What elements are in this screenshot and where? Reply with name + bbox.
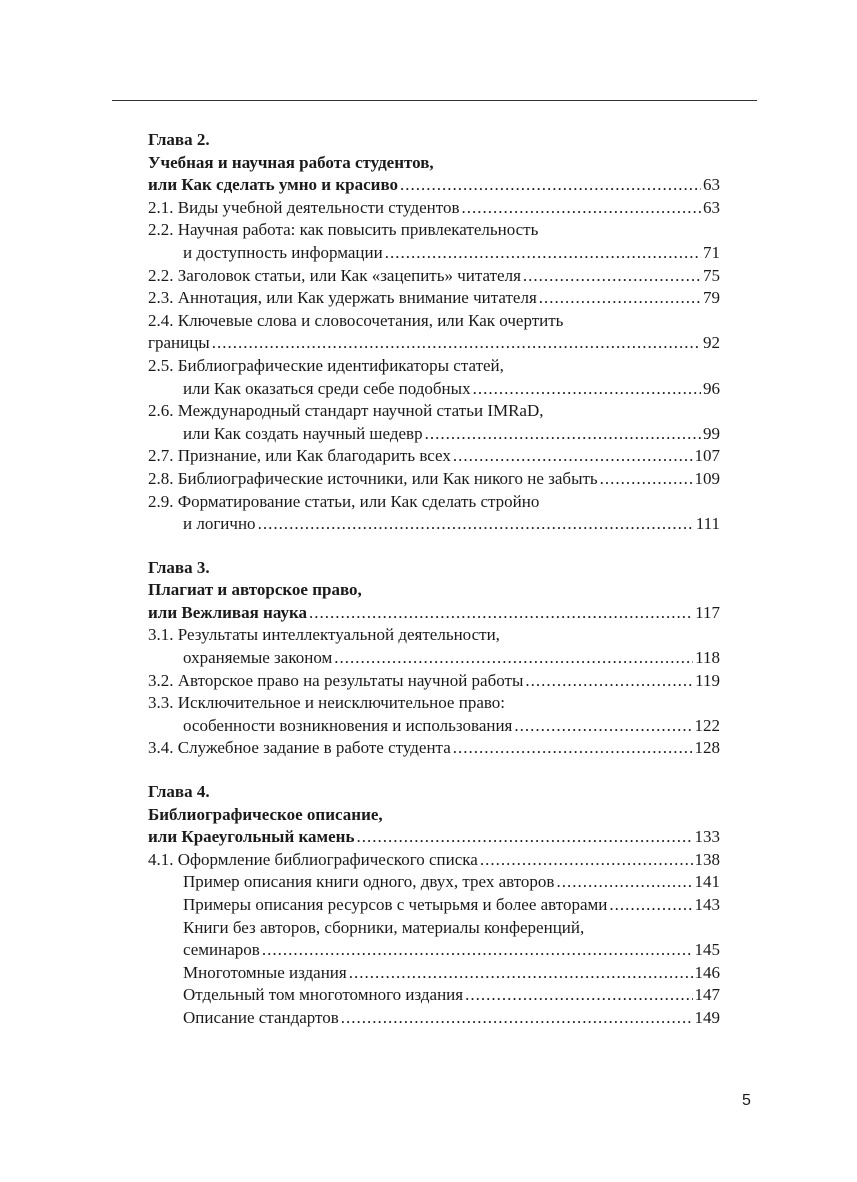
chapter-2 <box>148 129 720 536</box>
entry-text: или Краеугольный камень <box>148 827 355 847</box>
toc-entry <box>148 647 720 670</box>
entry-text: границы <box>148 333 210 353</box>
dot-leader <box>480 849 693 872</box>
entry-text: и доступность информации <box>183 242 383 262</box>
toc-entry <box>148 287 720 310</box>
dot-leader <box>425 423 701 446</box>
entry-text: и логично <box>183 514 256 534</box>
entry-page: 109 <box>694 468 720 488</box>
entry-text: 2.8. Библиографические источники, или Как никого не забыть <box>148 468 598 488</box>
toc-entry <box>148 737 720 760</box>
dot-leader <box>262 939 693 962</box>
header-rule <box>112 100 757 101</box>
entry-page: 75 <box>703 265 720 285</box>
entry-page: 141 <box>694 872 720 892</box>
toc-entry <box>148 715 720 738</box>
entry-page: 96 <box>703 378 720 398</box>
entry-page: 111 <box>695 514 720 534</box>
dot-leader <box>465 984 692 1007</box>
entry-text: Отдельный том многотомного издания <box>183 985 464 1005</box>
entry-page: 92 <box>703 333 720 353</box>
toc-entry <box>148 984 720 1007</box>
entry-text: Книги без авторов, сборники, материалы конференций, <box>183 917 585 937</box>
entry-page: 138 <box>694 849 720 869</box>
entry-page: 117 <box>695 602 720 622</box>
dot-leader <box>461 197 701 220</box>
entry-page: 118 <box>695 648 720 668</box>
entry-text: особенности возникновения и использования <box>183 715 513 735</box>
chapter-title: Библиографическое описание, <box>148 804 383 824</box>
toc-entry <box>148 1007 720 1030</box>
entry-text: 2.3. Аннотация, или Как удержать внимание читателя <box>148 288 537 308</box>
dot-leader <box>556 871 692 894</box>
entry-text: 2.6. Международный стандарт научной статьи IMRaD, <box>148 401 544 421</box>
entry-text: семинаров <box>183 940 260 960</box>
dot-leader <box>473 378 701 401</box>
chapter-title: Плагиат и авторское право, <box>148 580 362 600</box>
toc-entry <box>148 265 720 288</box>
dot-leader <box>341 1007 693 1030</box>
toc-entry <box>148 378 720 401</box>
chapter-heading: Глава 4. <box>148 782 210 802</box>
entry-page: 119 <box>695 670 720 690</box>
entry-page: 79 <box>703 288 720 308</box>
entry-text: 2.1. Виды учебной деятельности студентов <box>148 197 460 217</box>
entry-page: 128 <box>694 738 720 758</box>
entry-page: 99 <box>703 423 720 443</box>
entry-page: 107 <box>694 446 720 466</box>
toc-entry <box>148 197 720 220</box>
entry-text: 3.3. Исключительное и неисключительное право: <box>148 693 505 713</box>
entry-text: или Как создать научный шедевр <box>183 423 423 443</box>
entry-text: 2.2. Заголовок статьи, или Как «зацепить» читателя <box>148 265 521 285</box>
dot-leader <box>514 715 692 738</box>
chapter-heading: Глава 3. <box>148 557 210 577</box>
entry-text: 3.4. Служебное задание в работе студента <box>148 738 451 758</box>
dot-leader <box>385 242 701 265</box>
entry-page: 122 <box>694 715 720 735</box>
chapter-title: Учебная и научная работа студентов, <box>148 152 434 172</box>
toc-entry <box>148 445 720 468</box>
toc-entry <box>148 332 720 355</box>
toc-entry <box>148 894 720 917</box>
dot-leader <box>600 468 693 491</box>
toc-entry <box>148 468 720 491</box>
dot-leader <box>212 332 701 355</box>
page-number: 5 <box>742 1092 751 1109</box>
toc-entry <box>148 174 720 197</box>
toc-entry <box>148 871 720 894</box>
entry-page: 133 <box>694 827 720 847</box>
entry-page: 146 <box>694 962 720 982</box>
toc-entry <box>148 423 720 446</box>
entry-text: 4.1. Оформление библиографического списка <box>148 849 478 869</box>
dot-leader <box>349 962 693 985</box>
entry-text: 3.1. Результаты интеллектуальной деятельности, <box>148 625 500 645</box>
entry-page: 143 <box>694 895 720 914</box>
entry-text: 2.2. Научная работа: как повысить привлекательность <box>148 220 539 240</box>
dot-leader <box>453 737 693 760</box>
dot-leader <box>309 602 693 625</box>
entry-text: Описание стандартов <box>183 1007 339 1027</box>
table-of-contents <box>148 129 720 1051</box>
entry-text: или Как сделать умно и красиво <box>148 175 399 195</box>
entry-text: 2.9. Форматирование статьи, или Как сделать стройно <box>148 491 540 511</box>
entry-text: Пример описания книги одного, двух, трех авторов <box>183 872 555 892</box>
dot-leader <box>609 894 692 917</box>
entry-text: 2.7. Признание, или Как благодарить всех <box>148 446 451 466</box>
entry-text: 2.4. Ключевые слова и словосочетания, или Как очертить <box>148 310 564 330</box>
toc-entry <box>148 242 720 265</box>
entry-page: 63 <box>703 197 720 217</box>
toc-entry <box>148 513 720 536</box>
dot-leader <box>523 265 701 288</box>
entry-text: 2.5. Библиографические идентификаторы статей, <box>148 355 504 375</box>
dot-leader <box>400 174 701 197</box>
entry-text: Примеры описания ресурсов с четырьмя и более авторами <box>183 895 608 914</box>
entry-text: охраняемые законом <box>183 648 333 668</box>
toc-entry <box>148 826 720 849</box>
dot-leader <box>539 287 701 310</box>
dot-leader <box>525 670 693 693</box>
toc-entry <box>148 602 720 625</box>
entry-page: 149 <box>694 1007 720 1027</box>
entry-text: или Как оказаться среди себе подобных <box>183 378 471 398</box>
dot-leader <box>258 513 694 536</box>
toc-entry <box>148 670 720 693</box>
entry-page: 63 <box>703 175 720 195</box>
chapter-heading: Глава 2. <box>148 130 210 149</box>
dot-leader <box>356 826 692 849</box>
toc-entry <box>148 962 720 985</box>
entry-text: Многотомные издания <box>183 962 347 982</box>
entry-page: 71 <box>703 242 720 262</box>
toc-entry <box>148 939 720 962</box>
entry-page: 147 <box>694 985 720 1005</box>
entry-text: 3.2. Авторское право на результаты научной работы <box>148 670 524 690</box>
entry-text: или Вежливая наука <box>148 602 308 622</box>
chapter-4 <box>148 781 720 1030</box>
entry-page: 145 <box>694 940 720 960</box>
dot-leader <box>334 647 693 670</box>
toc-entry <box>148 849 720 872</box>
dot-leader <box>453 445 693 468</box>
chapter-3 <box>148 557 720 760</box>
